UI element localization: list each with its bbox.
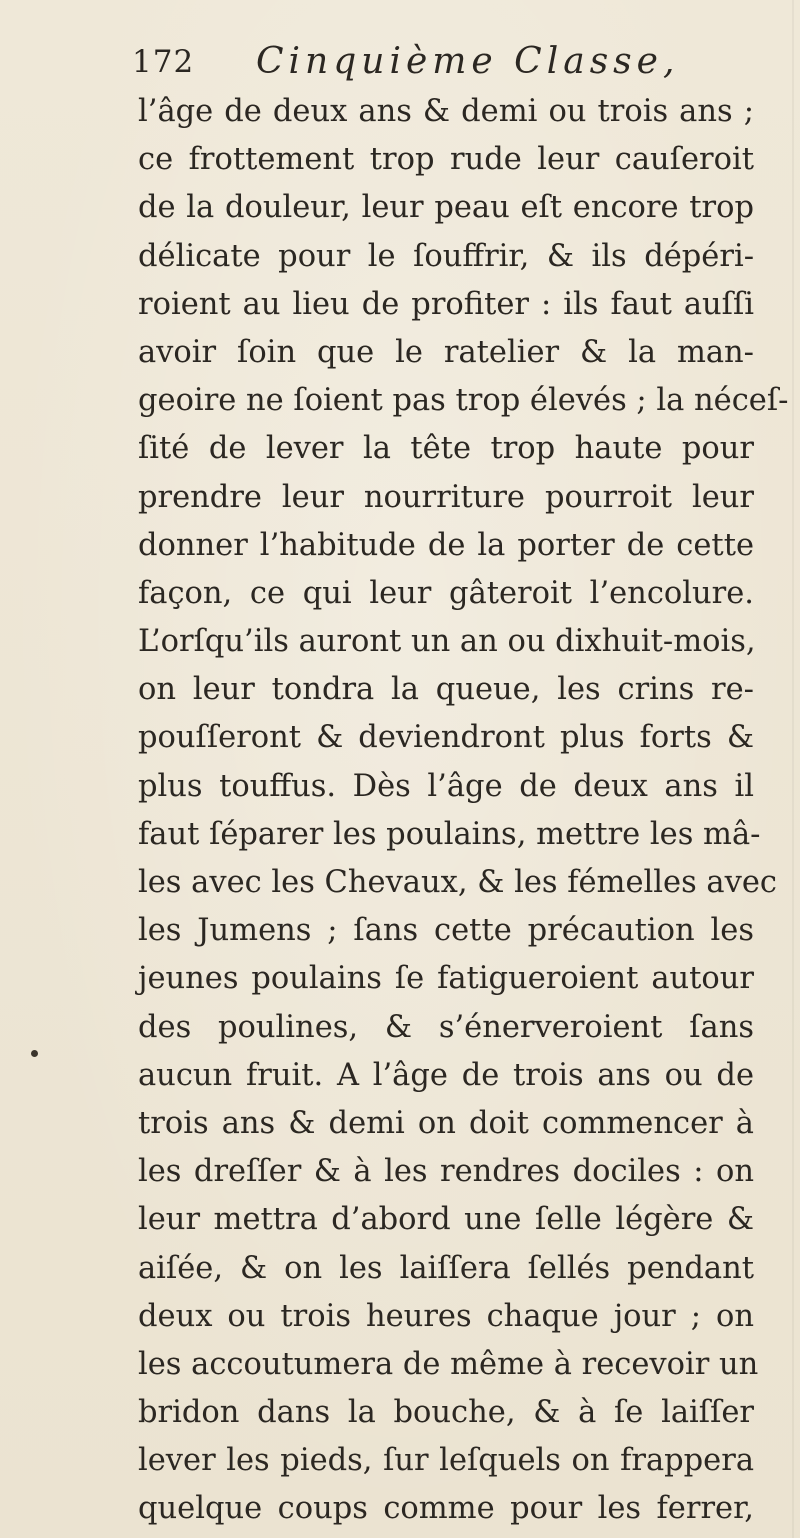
page-edge: [792, 0, 794, 1538]
text-line: jeunes poulains ſe fatigueroient autour: [138, 961, 754, 997]
text-line: trois ans & demi on doit commencer à: [138, 1105, 754, 1141]
text-line: prendre leur nourriture pourroit leur: [138, 479, 754, 515]
text-line: les Jumens ; ſans cette précaution les: [138, 913, 754, 949]
page-number: 172: [132, 44, 195, 80]
text-line: donner l’habitude de la porter de cette: [138, 527, 754, 563]
text-line: les avec les Chevaux, & les fémelles avec: [138, 865, 777, 900]
text-line: faut ſéparer les poulains, mettre les mâ-: [138, 816, 761, 852]
text-line: ſité de lever la tête trop haute pour: [138, 431, 754, 467]
text-line: deux ou trois heures chaque jour ; on: [138, 1298, 754, 1334]
text-line: façon, ce qui leur gâteroit l’encolure.: [138, 575, 754, 611]
text-line: ce frottement trop rude leur cauſeroit: [138, 142, 754, 178]
text-line: aucun fruit. A l’âge de trois ans ou de: [138, 1057, 754, 1093]
text-line: les dreſſer & à les rendres dociles : on: [138, 1154, 754, 1190]
text-line: pouſſeront & deviendront plus forts &: [138, 720, 754, 756]
text-line: bridon dans la bouche, & à ſe laiſſer: [138, 1395, 754, 1431]
text-line: L’orſqu’ils auront un an ou dixhuit-mois,: [138, 624, 756, 660]
text-line: l’âge de deux ans & demi ou trois ans ;: [138, 94, 754, 129]
running-head: Cinquième Classe,: [256, 41, 680, 82]
text-line: plus touffus. Dès l’âge de deux ans il: [138, 768, 754, 804]
body-text: [138, 88, 789, 1534]
text-line: des poulines, & s’énerveroient ſans: [138, 1009, 754, 1045]
text-line: de la douleur, leur peau eſt encore trop: [138, 190, 754, 226]
text-line: délicate pour le ſouffrir, & ils dépéri-: [138, 238, 754, 274]
text-line: quelque coups comme pour les ferrer,: [138, 1491, 754, 1527]
text-line: leur mettra d’abord une ſelle légère &: [138, 1202, 754, 1238]
text-line: roient au lieu de profiter : ils faut auſſi: [138, 286, 754, 322]
ink-speck: [31, 1050, 38, 1057]
text-line: les accoutumera de même à recevoir un: [138, 1346, 759, 1382]
text-line: avoir ſoin que le ratelier & la man-: [138, 334, 754, 370]
text-line: geoire ne ſoient pas trop élevés ; la néceſ-: [138, 383, 789, 419]
text-line: aiſée, & on les laiſſera ſellés pendant: [138, 1250, 754, 1286]
text-line: on leur tondra la queue, les crins re-: [138, 672, 754, 708]
page-header: [132, 36, 752, 88]
text-line: lever les pieds, ſur leſquels on frappera: [138, 1443, 754, 1479]
